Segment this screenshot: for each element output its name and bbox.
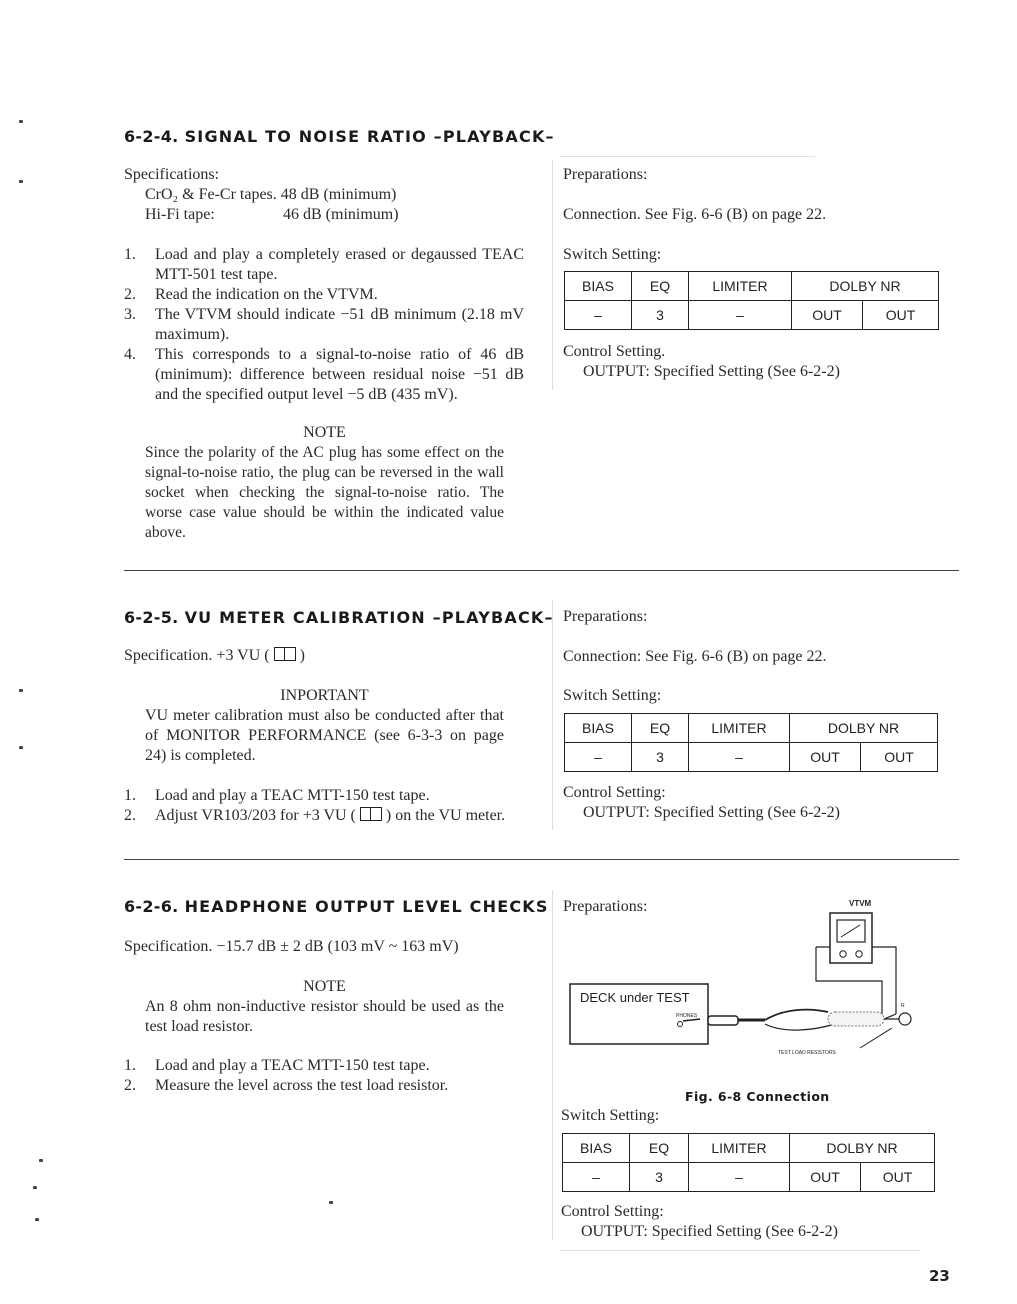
table-cell: OUT: [790, 743, 861, 772]
s624-note-text: Since the polarity of the AC plug has some effect on the signal-to-noise ratio, the plug can be reversed in the wall socket when checking the signal-to-noise ratio. The worse case value should be within the indicated value above.: [145, 444, 504, 541]
column-divider: [552, 600, 553, 830]
s625-steps: [124, 786, 544, 826]
table-cell: OUT: [790, 1163, 861, 1192]
vtvm-meter-icon: [830, 913, 872, 963]
panel-top-edge: [560, 156, 815, 157]
s624-connection: Connection. See Fig. 6-6 (B) on page 22.: [563, 206, 827, 223]
s624-spec-line2-value: 46 dB (minimum): [283, 206, 399, 223]
list-item: 1. Load and play a TEAC MTT-150 test tape.: [124, 1057, 430, 1074]
figure-caption: Fig. 6-8 Connection: [685, 1089, 830, 1104]
scan-speck: [33, 1186, 37, 1189]
s624-spec-label: Specifications:: [124, 166, 220, 183]
table-cell: 3: [632, 743, 689, 772]
s625-output: OUTPUT: Specified Setting (See 6-2-2): [583, 804, 840, 821]
section-divider: [124, 570, 959, 571]
section-626-heading: [124, 897, 549, 916]
table-header: BIAS: [565, 272, 632, 301]
vtvm-label: VTVM: [849, 899, 872, 908]
s625-connection: Connection: See Fig. 6-6 (B) on page 22.: [563, 648, 827, 665]
s625-spec: Specification. +3 VU ( ): [124, 647, 305, 664]
list-item: 1. Load and play a completely erased or degaussed TEAC MTT-501 test tape.: [124, 246, 524, 283]
table-header: LIMITER: [689, 714, 790, 743]
table-cell: 3: [632, 301, 689, 330]
s625-important-title: INPORTANT: [280, 687, 369, 704]
resistor-icon: [828, 1012, 884, 1026]
s624-switch-setting: Switch Setting:: [563, 246, 662, 263]
table-cell: –: [565, 301, 632, 330]
s625-switch-setting: Switch Setting:: [563, 687, 662, 704]
s625-switch-table: [564, 713, 938, 772]
table-header: EQ: [632, 272, 689, 301]
page-number: 23: [929, 1267, 950, 1285]
scan-speck: [39, 1159, 43, 1162]
s624-spec-line2-label: Hi-Fi tape:: [145, 206, 215, 223]
table-cell: –: [563, 1163, 630, 1192]
s625-preparations: Preparations:: [563, 608, 648, 625]
table-cell: OUT: [861, 743, 938, 772]
s626-switch-setting: Switch Setting:: [561, 1107, 660, 1124]
table-cell: 3: [630, 1163, 689, 1192]
table-header: LIMITER: [689, 272, 792, 301]
connection-diagram: [560, 888, 940, 1088]
r-label: R: [901, 1003, 905, 1009]
table-cell: OUT: [861, 1163, 935, 1192]
section-624-title: SIGNAL TO NOISE RATIO –PLAYBACK–: [184, 127, 555, 146]
s624-note-title: NOTE: [303, 424, 346, 441]
list-item: 2. Read the indication on the VTVM.: [124, 286, 378, 303]
scan-speck: [19, 689, 23, 692]
scan-speck: [19, 746, 23, 749]
section-624-number: 6-2-4.: [124, 127, 179, 146]
table-header: EQ: [630, 1134, 689, 1163]
table-header: LIMITER: [689, 1134, 790, 1163]
table-header: DOLBY NR: [790, 714, 938, 743]
table-cell: OUT: [863, 301, 939, 330]
s626-steps: [124, 1056, 524, 1096]
section-625-number: 6-2-5.: [124, 608, 179, 627]
s624-switch-table: [564, 271, 939, 330]
s624-spec-line1: CrO₂ & Fe-Cr tapes. 48 dB (minimum): [145, 186, 397, 203]
table-header: EQ: [632, 714, 689, 743]
s626-control-setting: Control Setting:: [561, 1203, 664, 1220]
s624-preparations: Preparations:: [563, 166, 648, 183]
scan-speck: [329, 1201, 333, 1204]
table-header: DOLBY NR: [790, 1134, 935, 1163]
deck-label: DECK under TEST: [580, 990, 690, 1005]
scan-speck: [19, 180, 23, 183]
table-cell: –: [689, 1163, 790, 1192]
s626-spec: Specification. −15.7 dB ± 2 dB (103 mV ~ 163 mV): [124, 938, 459, 955]
list-item: 2. Adjust VR103/203 for +3 VU ( ) on the VU meter.: [124, 807, 506, 824]
section-625-heading: [124, 608, 554, 627]
list-item: 1. Load and play a TEAC MTT-150 test tape.: [124, 787, 430, 804]
s625-control-setting: Control Setting:: [563, 784, 666, 801]
section-626-title: HEADPHONE OUTPUT LEVEL CHECKS: [184, 897, 549, 916]
list-item: 4. This corresponds to a signal-to-noise ratio of 46 dB (minimum): difference between residual noise −51 dB and the specified output level −5 dB (435 mV).: [124, 346, 524, 403]
table-header: DOLBY NR: [792, 272, 939, 301]
section-624-heading: [124, 127, 555, 146]
table-header: BIAS: [565, 714, 632, 743]
s626-note-title: NOTE: [303, 978, 346, 995]
scan-speck: [35, 1218, 39, 1221]
panel-bottom-edge: [560, 1250, 920, 1251]
s625-important-text: VU meter calibration must also be conducted after that of MONITOR PERFORMANCE (see 6-3-3 on page 24) is completed.: [145, 707, 504, 764]
section-625-title: VU METER CALIBRATION –PLAYBACK–: [184, 608, 554, 627]
s626-output: OUTPUT: Specified Setting (See 6-2-2): [581, 1223, 838, 1240]
s624-steps: [124, 245, 524, 405]
table-cell: –: [689, 301, 792, 330]
section-626-number: 6-2-6.: [124, 897, 179, 916]
s624-control-setting: Control Setting.: [563, 343, 666, 360]
vu-indicator-icon: [274, 647, 296, 661]
phones-label: PHONES: [676, 1013, 698, 1019]
table-cell: OUT: [792, 301, 863, 330]
table-cell: –: [689, 743, 790, 772]
s626-preparations: Preparations:: [563, 898, 648, 915]
s626-switch-table: [562, 1133, 935, 1192]
test-load-icon: [899, 1013, 911, 1025]
table-header: BIAS: [563, 1134, 630, 1163]
vu-indicator-icon: [360, 807, 382, 821]
column-divider: [552, 160, 553, 390]
s626-note-text: An 8 ohm non-inductive resistor should be used as the test load resistor.: [145, 998, 504, 1035]
s624-output: OUTPUT: Specified Setting (See 6-2-2): [583, 363, 840, 380]
scan-speck: [19, 120, 23, 123]
table-cell: –: [565, 743, 632, 772]
column-divider: [552, 890, 553, 1240]
resistor-label: TEST LOAD RESISTORS: [778, 1050, 836, 1056]
list-item: 2. Measure the level across the test load resistor.: [124, 1077, 449, 1094]
section-divider: [124, 859, 959, 860]
list-item: 3. The VTVM should indicate −51 dB minimum (2.18 mV maximum).: [124, 306, 524, 343]
